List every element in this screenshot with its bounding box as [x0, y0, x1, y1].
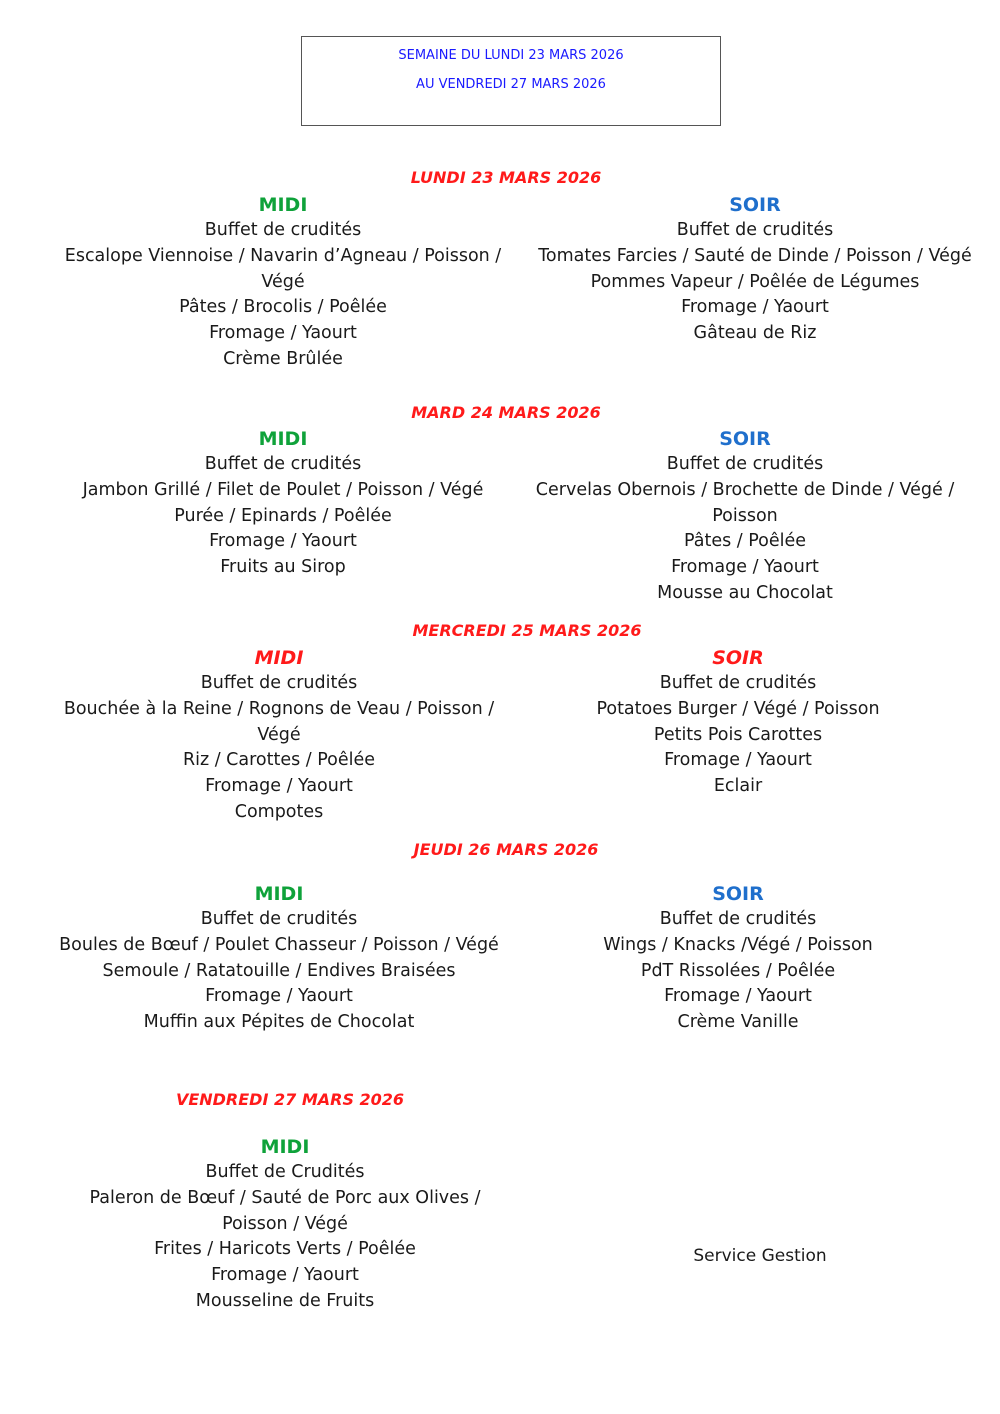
- menu-item: Buffet de crudités: [659, 909, 817, 929]
- meal-label-midi: MIDI: [258, 194, 308, 216]
- day-title-mercredi: MERCREDI 25 MARS 2026: [412, 621, 642, 640]
- mercredi-midi-column: [50, 646, 508, 826]
- menu-item: Fromage / Yaourt: [681, 297, 829, 318]
- meal-label-soir: SOIR: [712, 647, 764, 669]
- menu-item: Pommes Vapeur / Poêlée de Légumes: [590, 271, 920, 292]
- menu-item: Compotes: [234, 801, 324, 822]
- mardi-soir-column: [520, 427, 970, 607]
- menu-item: Buffet de crudités: [659, 673, 817, 693]
- menu-item: Fromage / Yaourt: [211, 1265, 359, 1286]
- day-title-lundi: LUNDI 23 MARS 2026: [410, 168, 602, 187]
- meal-label-soir: SOIR: [729, 194, 781, 216]
- menu-item: Frites / Haricots Verts / Poêlée: [154, 1239, 416, 1260]
- meal-label-midi: MIDI: [258, 428, 308, 450]
- menu-item: Buffet de crudités: [204, 454, 362, 474]
- meal-label-midi: MIDI: [260, 1136, 310, 1158]
- signature: Service Gestion: [693, 1246, 827, 1266]
- menu-item: Petits Pois Carottes: [653, 724, 823, 745]
- menu-item: Fromage / Yaourt: [205, 776, 353, 797]
- menu-item: Buffet de crudités: [676, 220, 834, 240]
- menu-item: Fruits au Sirop: [220, 557, 346, 578]
- day-title-jeudi: JEUDI 26 MARS 2026: [413, 840, 599, 859]
- menu-item: Mousseline de Fruits: [195, 1290, 375, 1311]
- menu-item: Buffet de crudités: [666, 454, 824, 474]
- mercredi-soir-column: [540, 646, 936, 800]
- menu-item: Crème Brûlée: [223, 348, 343, 369]
- menu-item: Pâtes / Poêlée: [683, 531, 807, 552]
- menu-item: Paleron de Bœuf / Sauté de Porc aux Olives /: [89, 1187, 481, 1208]
- menu-item: Poisson / Végé: [222, 1213, 348, 1234]
- menu-item: Semoule / Ratatouille / Endives Braisées: [102, 960, 456, 981]
- menu-item: Fromage / Yaourt: [209, 531, 357, 552]
- menu-item: Végé: [261, 271, 305, 292]
- menu-item: Fromage / Yaourt: [671, 557, 819, 578]
- menu-item: Eclair: [713, 776, 763, 797]
- week-header-line1: SEMAINE DU LUNDI 23 MARS 2026: [398, 48, 624, 63]
- day-title-mardi: MARD 24 MARS 2026: [411, 403, 601, 422]
- menu-item: Fromage / Yaourt: [664, 986, 812, 1007]
- day-title-vendredi: VENDREDI 27 MARS 2026: [175, 1090, 405, 1109]
- mardi-midi-column: [50, 427, 516, 581]
- vendredi-midi-column: [60, 1135, 510, 1315]
- jeudi-midi-column: [40, 882, 518, 1036]
- menu-item: Potatoes Burger / Végé / Poisson: [596, 698, 880, 719]
- meal-label-soir: SOIR: [712, 883, 764, 905]
- lundi-midi-column: [50, 193, 516, 373]
- menu-item: Buffet de Crudités: [205, 1162, 365, 1182]
- menu-item: Escalope Viennoise / Navarin d’Agneau / Poisson /: [64, 245, 502, 266]
- menu-item: Jambon Grillé / Filet de Poulet / Poisson / Végé: [82, 479, 484, 500]
- menu-item: Crème Vanille: [677, 1012, 799, 1033]
- menu-item: Poisson: [712, 505, 778, 526]
- week-header-box: [301, 36, 721, 126]
- menu-item: Tomates Farcies / Sauté de Dinde / Poisson / Végé: [538, 245, 972, 266]
- week-header-line2: AU VENDREDI 27 MARS 2026: [416, 77, 606, 92]
- lundi-soir-column: [520, 193, 990, 347]
- menu-item: Fromage / Yaourt: [205, 986, 353, 1007]
- menu-item: PdT Rissolées / Poêlée: [640, 960, 836, 981]
- menu-item: Buffet de crudités: [200, 909, 358, 929]
- menu-item: Muffin aux Pépites de Chocolat: [143, 1012, 415, 1033]
- menu-item: Fromage / Yaourt: [209, 323, 357, 344]
- menu-item: Wings / Knacks /Végé / Poisson: [603, 934, 873, 955]
- meal-label-midi: MIDI: [254, 647, 304, 669]
- meal-label-soir: SOIR: [719, 428, 771, 450]
- menu-item: Buffet de crudités: [204, 220, 362, 240]
- menu-item: Boules de Bœuf / Poulet Chasseur / Poisson / Végé: [59, 934, 499, 955]
- menu-item: Fromage / Yaourt: [664, 750, 812, 771]
- menu-item: Gâteau de Riz: [693, 323, 817, 344]
- menu-item: Bouchée à la Reine / Rognons de Veau / Poisson /: [63, 698, 495, 719]
- menu-item: Cervelas Obernois / Brochette de Dinde / Végé /: [535, 479, 955, 500]
- menu-item: Mousse au Chocolat: [657, 582, 833, 603]
- menu-item: Buffet de crudités: [200, 673, 358, 693]
- menu-item: Pâtes / Brocolis / Poêlée: [179, 297, 387, 318]
- jeudi-soir-column: [540, 882, 936, 1036]
- menu-item: Purée / Epinards / Poêlée: [174, 505, 392, 526]
- menu-item: Riz / Carottes / Poêlée: [182, 750, 376, 771]
- meal-label-midi: MIDI: [254, 883, 304, 905]
- menu-item: Végé: [257, 724, 301, 745]
